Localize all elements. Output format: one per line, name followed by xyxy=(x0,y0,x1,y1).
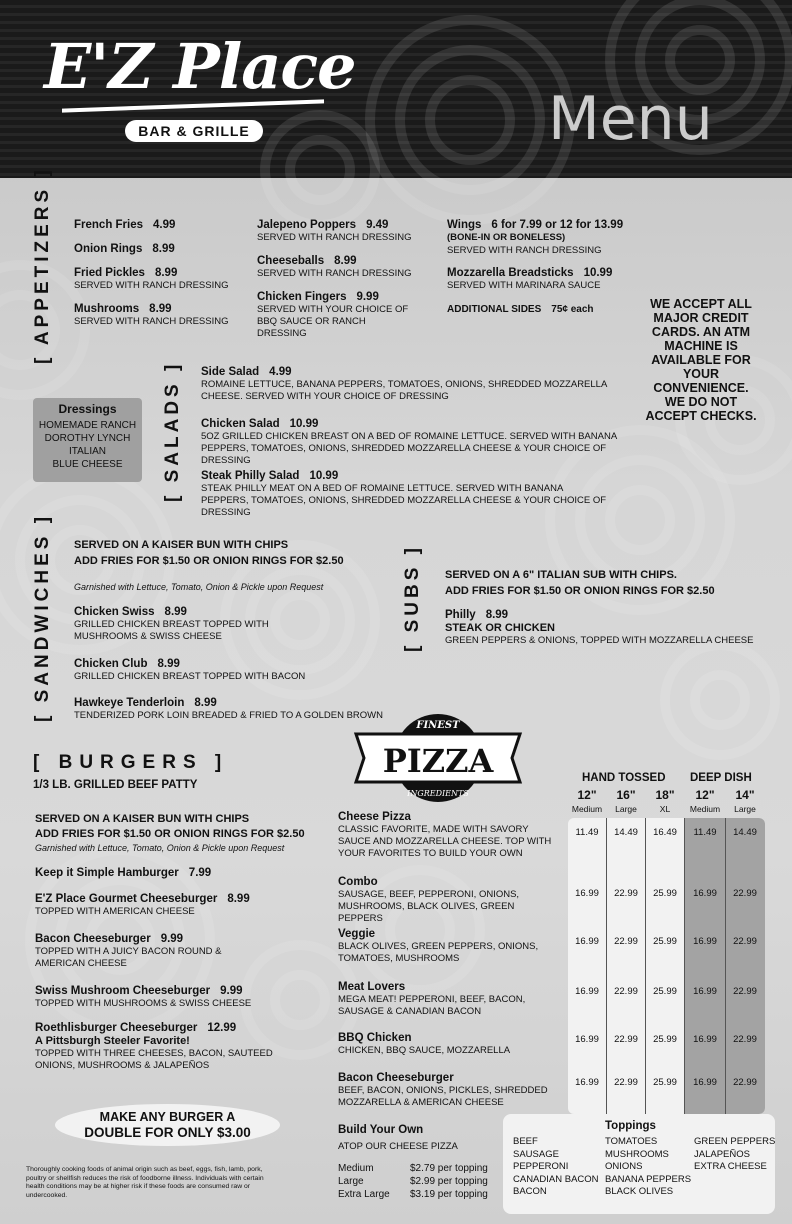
topping-item: SAUSAGE xyxy=(513,1148,559,1160)
sub-intro: ADD FRIES FOR $1.50 OR ONION RINGS FOR $2.50 xyxy=(445,585,715,597)
pizza-logo-top: FINEST xyxy=(416,720,460,731)
salad-item: Side Salad 4.99 ROMAINE LETTUCE, BANANA PEPPERS, TOMATOES, ONIONS, SHREDDED MOZZARELLA CHEESE. SERVED WITH YOUR CHOICE OF DRESSING xyxy=(201,366,607,402)
pizza-size: 18" xyxy=(655,788,675,802)
double-burger-callout xyxy=(55,1104,280,1146)
table-divider xyxy=(645,818,646,1114)
pizza-price-cell: 16.99 xyxy=(575,1034,599,1045)
toppings-col3 xyxy=(694,1136,775,1174)
pizza-size-label: Large xyxy=(734,804,756,814)
pizza-price-cell: 25.99 xyxy=(653,1034,677,1045)
menu-title: Menu xyxy=(548,84,713,154)
section-salads: [ SALADS ] xyxy=(162,360,183,502)
pizza-price-cell: 22.99 xyxy=(614,888,638,899)
sub-intro: SERVED ON A 6" ITALIAN SUB WITH CHIPS. xyxy=(445,569,677,581)
pizza-logo-bottom: INGREDIENTS xyxy=(407,789,469,798)
sandwich-intro: ADD FRIES FOR $1.50 OR ONION RINGS FOR $2.50 xyxy=(74,555,344,567)
topping-item: MUSHROOMS xyxy=(605,1148,669,1160)
pizza-logo xyxy=(352,712,524,804)
sandwich-item: Hawkeye Tenderloin 8.99 TENDERIZED PORK LOIN BREADED & FRIED TO A GOLDEN BROWN xyxy=(74,697,383,721)
pizza-item xyxy=(338,1032,558,1057)
pizza-item-desc: BLACK OLIVES, GREEN PEPPERS, ONIONS, TOMATOES, MUSHROOMS xyxy=(338,941,539,964)
salad-item: Steak Philly Salad 10.99 STEAK PHILLY MEAT ON A BED OF ROMAINE LETTUCE. SERVED WITH BANANA PEPPERS, TOMATOES, ONIONS, SHREDDED MOZZARELLA CHEESE & YOUR CHOICE OF DRESSING xyxy=(201,470,607,518)
pizza-size-label: Large xyxy=(615,804,637,814)
pizza-price-cell: 22.99 xyxy=(733,1034,757,1045)
pizza-item-name: Bacon Cheeseburger xyxy=(338,1072,454,1084)
appetizer-item: Onion Rings 8.99 xyxy=(74,243,175,255)
pizza-price-cell: 16.99 xyxy=(693,986,717,997)
dressing-item: BLUE CHEESE xyxy=(52,459,123,470)
pizza-item-desc: SAUSAGE, BEEF, PEPPERONI, ONIONS, MUSHROOMS, BLACK OLIVES, GREEN PEPPERS xyxy=(338,889,520,924)
pizza-price-cell: 25.99 xyxy=(653,986,677,997)
food-safety-disclaimer: Thoroughly cooking foods of animal origin such as beef, eggs, fish, lamb, pork, poultry or shellfish reduces the risk of foodborne illness. Individuals with certain health conditions may be at higher risk if these foods are consumed raw or undercooked. xyxy=(26,1166,264,1199)
section-burgers: [ BURGERS ] xyxy=(33,752,229,773)
credit-card-note: WE ACCEPT ALL MAJOR CREDIT CARDS. AN ATM MACHINE IS AVAILABLE FOR YOUR CONVENIENCE. WE DO NOT ACCEPT CHECKS. xyxy=(645,297,757,423)
build-price: $2.99 per topping xyxy=(410,1176,488,1187)
appetizer-item: Fried Pickles 8.99 SERVED WITH RANCH DRESSING xyxy=(74,267,229,291)
build-size: Extra Large xyxy=(338,1189,390,1200)
sandwich-item: Chicken Swiss 8.99 GRILLED CHICKEN BREAST TOPPED WITH MUSHROOMS & SWISS CHEESE xyxy=(74,606,269,642)
pizza-price-cell: 14.49 xyxy=(733,827,757,838)
table-divider xyxy=(606,818,607,1114)
burger-intro: SERVED ON A KAISER BUN WITH CHIPS xyxy=(35,813,250,825)
dressing-item: DOROTHY LYNCH xyxy=(44,433,131,444)
appetizer-item: Cheeseballs 8.99 SERVED WITH RANCH DRESSING xyxy=(257,255,412,279)
pizza-size: 12" xyxy=(577,788,597,802)
appetizer-item: Chicken Fingers 9.99 SERVED WITH YOUR CHOICE OF BBQ SAUCE OR RANCH DRESSING xyxy=(257,291,409,339)
dressings-title: Dressings xyxy=(58,402,117,416)
pizza-price-cell: 14.49 xyxy=(614,827,638,838)
sub-item: Philly 8.99 STEAK OR CHICKEN GREEN PEPPERS & ONIONS, TOPPED WITH MOZZARELLA CHEESE xyxy=(445,609,754,646)
double-line2: DOUBLE FOR ONLY $3.00 xyxy=(84,1125,251,1140)
burger-garnish: Garnished with Lettuce, Tomato, Onion & Pickle upon Request xyxy=(35,843,285,853)
pizza-price-cell: 22.99 xyxy=(614,1034,638,1045)
burger-item: Swiss Mushroom Cheeseburger 9.99 TOPPED WITH MUSHROOMS & SWISS CHEESE xyxy=(35,985,252,1009)
pizza-item-name: Veggie xyxy=(338,928,376,940)
pizza-item-name: BBQ Chicken xyxy=(338,1032,412,1044)
pizza-price-cell: 25.99 xyxy=(653,888,677,899)
burger-item: Bacon Cheeseburger 9.99 TOPPED WITH A JUICY BACON ROUND & AMERICAN CHEESE xyxy=(35,933,222,969)
pizza-item-desc: MEGA MEAT! PEPPERONI, BEEF, BACON, SAUSAGE & CANADIAN BACON xyxy=(338,994,526,1017)
pizza-item xyxy=(338,981,558,1018)
table-divider xyxy=(684,818,685,1114)
pizza-price-cell: 16.99 xyxy=(693,1034,717,1045)
pizza-item-name: Cheese Pizza xyxy=(338,811,411,823)
toppings-col2 xyxy=(605,1136,691,1199)
topping-item: BLACK OLIVES xyxy=(605,1186,674,1197)
pizza-size-label: Medium xyxy=(571,804,603,814)
pizza-size-label: Medium xyxy=(689,804,721,814)
pizza-price-cell: 22.99 xyxy=(733,1077,757,1088)
hand-tossed-header: HAND TOSSED xyxy=(582,772,666,784)
table-divider xyxy=(725,818,726,1114)
pizza-size: 14" xyxy=(735,788,755,802)
pizza-price-cell: 16.99 xyxy=(693,1077,717,1088)
pizza-item xyxy=(338,876,558,925)
build-size: Large xyxy=(338,1176,364,1187)
build-your-own-sub: ATOP OUR CHEESE PIZZA xyxy=(338,1141,458,1152)
pizza-price-cell: 11.49 xyxy=(693,827,717,838)
appetizer-item: French Fries 4.99 xyxy=(74,219,176,231)
pizza-size: 16" xyxy=(616,788,636,802)
topping-item: GREEN PEPPERS xyxy=(694,1136,776,1147)
pizza-size: 12" xyxy=(695,788,715,802)
pizza-price-cell: 16.99 xyxy=(693,888,717,899)
pizza-item-desc: CHICKEN, BBQ SAUCE, MOZZARELLA xyxy=(338,1045,511,1056)
topping-item: JALAPEÑOS xyxy=(694,1148,750,1160)
topping-item: PEPPERONI xyxy=(513,1161,569,1172)
pizza-price-cell: 16.99 xyxy=(575,1077,599,1088)
toppings-title: Toppings xyxy=(605,1120,656,1132)
pizza-price-cell: 11.49 xyxy=(575,827,599,838)
dressing-item: ITALIAN xyxy=(68,446,107,457)
dressings-box xyxy=(33,398,142,482)
pizza-price-cell: 22.99 xyxy=(614,936,638,947)
topping-item: BACON xyxy=(513,1186,547,1197)
topping-item: ONIONS xyxy=(605,1161,643,1172)
sandwich-item: Chicken Club 8.99 GRILLED CHICKEN BREAST TOPPED WITH BACON xyxy=(74,658,306,682)
pizza-price-cell: 16.49 xyxy=(653,827,677,838)
burger-item: E'Z Place Gourmet Cheeseburger 8.99 TOPPED WITH AMERICAN CHEESE xyxy=(35,893,250,917)
build-your-own-title: Build Your Own xyxy=(338,1124,424,1136)
subtitle-badge: BAR & GRILLE xyxy=(125,120,263,142)
burger-intro: ADD FRIES FOR $1.50 OR ONION RINGS FOR $2.50 xyxy=(35,828,305,840)
pizza-size-label: XL xyxy=(659,804,671,814)
topping-item: EXTRA CHEESE xyxy=(694,1161,767,1172)
appetizer-item: ADDITIONAL SIDES 75¢ each xyxy=(447,304,594,315)
pizza-price-cell: 16.99 xyxy=(575,888,599,899)
sandwich-garnish: Garnished with Lettuce, Tomato, Onion & Pickle upon Request xyxy=(74,582,324,592)
burgers-subtitle: 1/3 LB. GRILLED BEEF PATTY xyxy=(33,779,198,791)
pizza-price-cell: 16.99 xyxy=(575,986,599,997)
build-price: $3.19 per topping xyxy=(410,1189,488,1200)
appetizer-item: Wings 6 for 7.99 or 12 for 13.99 (BONE-IN OR BONELESS) SERVED WITH RANCH DRESSING xyxy=(447,219,624,256)
appetizer-item: Mozzarella Breadsticks 10.99 SERVED WITH MARINARA SAUCE xyxy=(447,267,613,291)
pizza-price-cell: 25.99 xyxy=(653,936,677,947)
pizza-item xyxy=(338,811,558,860)
pizza-price-cell: 22.99 xyxy=(733,986,757,997)
section-appetizers: [ APPETIZERS ] xyxy=(32,166,53,364)
pizza-price-cell: 22.99 xyxy=(733,936,757,947)
burger-item: Roethlisburger Cheeseburger 12.99 A Pittsburgh Steeler Favorite! TOPPED WITH THREE CHEESES, BACON, SAUTEED ONIONS, MUSHROOMS & JALAPEÑOS xyxy=(35,1022,273,1071)
pizza-item xyxy=(338,928,558,965)
build-size: Medium xyxy=(338,1163,374,1174)
topping-item: BEEF xyxy=(513,1136,538,1147)
deep-dish-header: DEEP DISH xyxy=(690,772,752,784)
pizza-price-cell: 22.99 xyxy=(614,1077,638,1088)
toppings-col1 xyxy=(513,1136,599,1199)
pizza-item-name: Meat Lovers xyxy=(338,981,406,993)
dressing-item: HOMEMADE RANCH xyxy=(38,420,137,431)
build-price: $2.79 per topping xyxy=(410,1163,488,1174)
appetizer-item: Jalepeno Poppers 9.49 SERVED WITH RANCH DRESSING xyxy=(257,219,412,243)
topping-item: TOMATOES xyxy=(605,1136,658,1147)
appetizer-item: Mushrooms 8.99 SERVED WITH RANCH DRESSING xyxy=(74,303,229,327)
pizza-item-desc: BEEF, BACON, ONIONS, PICKLES, SHREDDED MOZZARELLA & AMERICAN CHEESE xyxy=(338,1085,548,1108)
sandwich-intro: SERVED ON A KAISER BUN WITH CHIPS xyxy=(74,539,289,551)
pizza-price-cell: 25.99 xyxy=(653,1077,677,1088)
topping-item: BANANA PEPPERS xyxy=(605,1173,692,1185)
pizza-item xyxy=(338,1072,558,1109)
logo-text: E'Z Place xyxy=(44,30,356,103)
pizza-price-cell: 22.99 xyxy=(733,888,757,899)
pizza-price-cell: 22.99 xyxy=(614,986,638,997)
double-line1: MAKE ANY BURGER A xyxy=(99,1110,236,1124)
burger-item: Keep it Simple Hamburger 7.99 xyxy=(35,867,212,879)
pizza-item-name: Combo xyxy=(338,876,378,888)
pizza-item-desc: CLASSIC FAVORITE, MADE WITH SAVORY SAUCE AND MOZZARELLA CHEESE. TOP WITH YOUR FAVORITES TO BUILD YOUR OWN xyxy=(338,824,552,859)
pizza-price-cell: 16.99 xyxy=(575,936,599,947)
topping-item: CANADIAN BACON xyxy=(513,1173,599,1185)
salad-item: Chicken Salad 10.99 5OZ GRILLED CHICKEN BREAST ON A BED OF ROMAINE LETTUCE. SERVED WITH BANANA PEPPERS, TOMATOES, ONIONS, SHREDDED MOZZARELLA CHEESE & YOUR CHOICE OF DRESSING xyxy=(201,418,617,466)
section-subs: [ SUBS ] xyxy=(402,544,423,652)
section-sandwiches: [ SANDWICHES ] xyxy=(32,512,53,722)
pizza-logo-main: PIZZA xyxy=(382,742,494,780)
pizza-price-cell: 16.99 xyxy=(693,936,717,947)
